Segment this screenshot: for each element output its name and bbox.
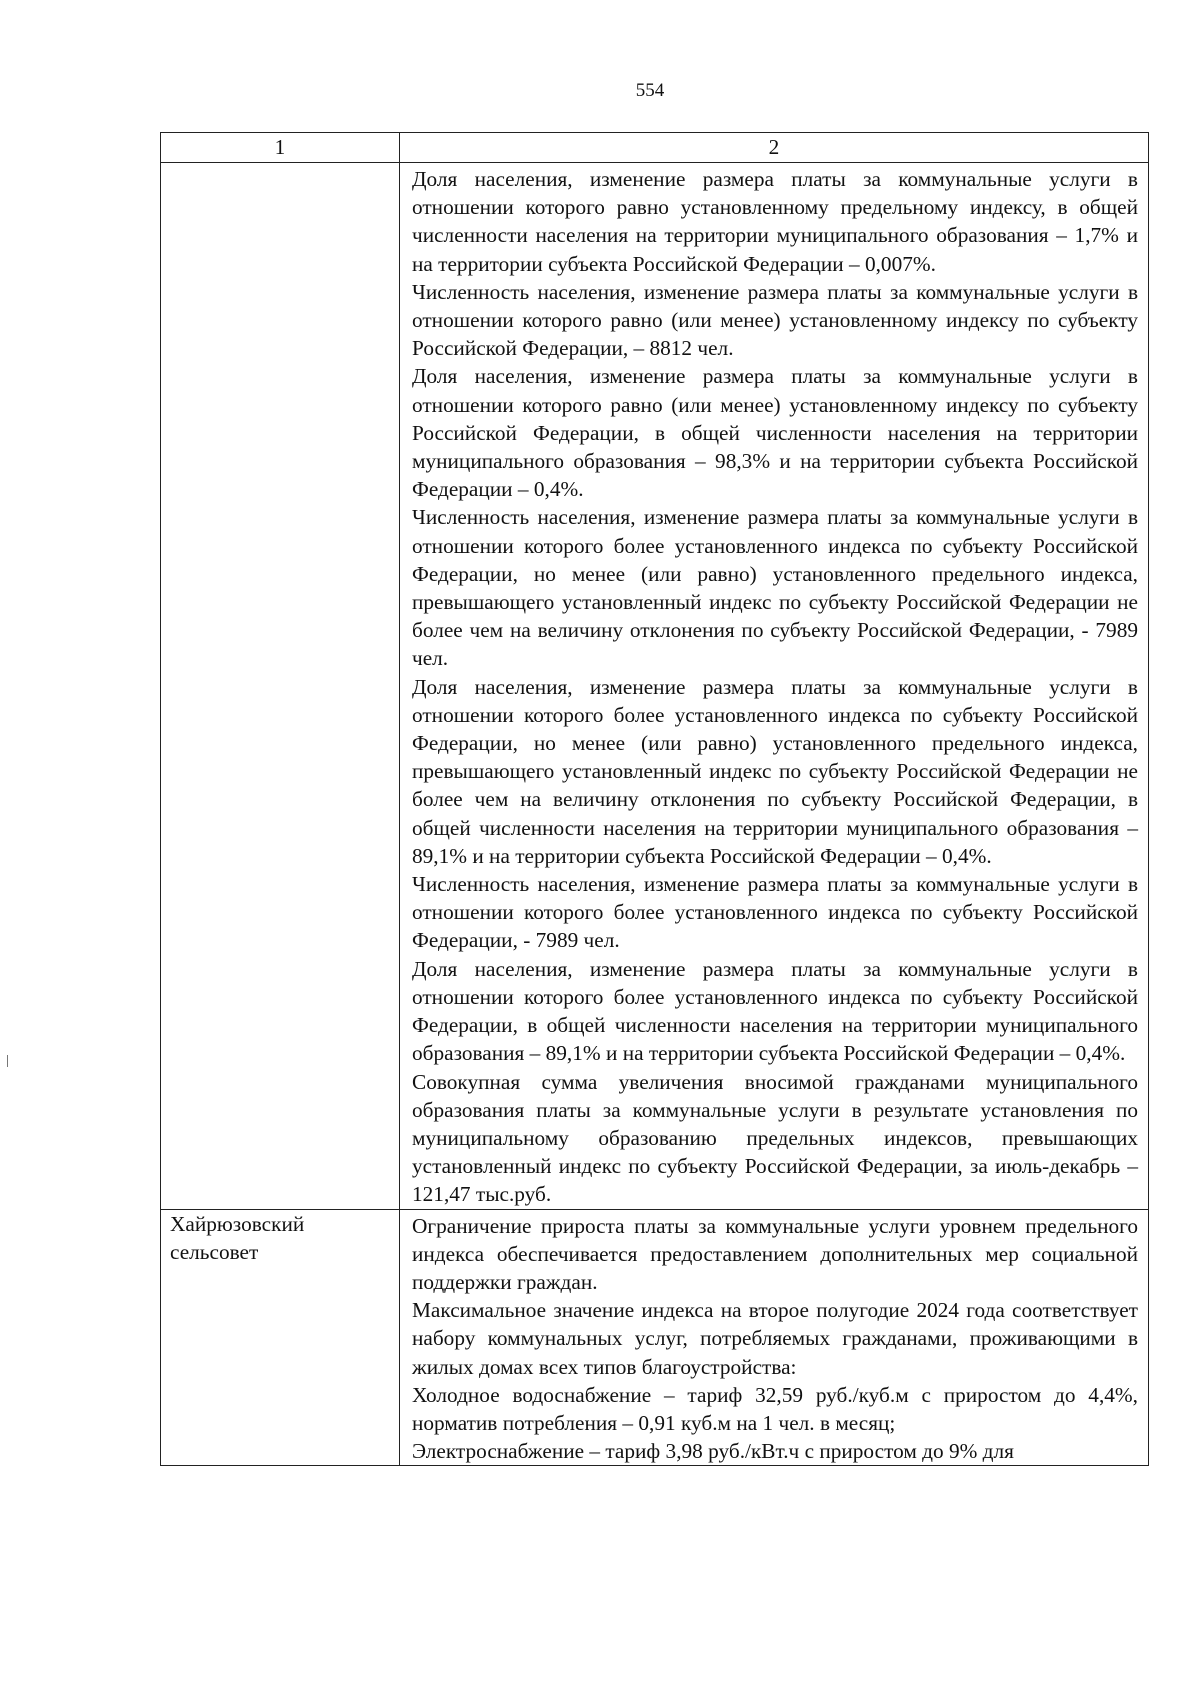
paragraph: Доля населения, изменение размера платы за коммунальные услуги в отношении которого более установленного индекса по субъекту Российской Федерации, в общей численности населения на территории муниципального образования – 89,1% и на территории субъекта Российской Федерации – 0,4%.: [412, 956, 1138, 1066]
column-header-2: 2: [400, 133, 1149, 163]
description-cell: [400, 1209, 1149, 1466]
column-header-1: 1: [161, 133, 400, 163]
description-cell: [400, 163, 1149, 1210]
paragraph: Численность населения, изменение размера платы за коммунальные услуги в отношении которого более установленного индекса по субъекту Российской Федерации, - 7989 чел.: [412, 872, 1138, 953]
paragraph: Ограничение прироста платы за коммунальные услуги уровнем предельного индекса обеспечивается предоставлением дополнительных мер социальной поддержки граждан.: [412, 1213, 1138, 1294]
paragraph: Доля населения, изменение размера платы за коммунальные услуги в отношении которого равно установленному предельному индексу, в общей численности населения на территории муниципального образования – 1,7% и на территории субъекта Российской Федерации – 0,007%.: [412, 167, 1138, 276]
table-row: [161, 1209, 1149, 1466]
document-table: [160, 132, 1149, 1466]
paragraph: Максимальное значение индекса на второе полугодие 2024 года соответствует набору коммунальных услуг, потребляемых гражданами, проживающими в жилых домах всех типов благоустройства:: [412, 1298, 1138, 1379]
paragraph: Доля населения, изменение размера платы за коммунальные услуги в отношении которого равно (или менее) установленному индексу по субъекту Российской Федерации, в общей численности населения на территории муниципального образования – 98,3% и на территории субъекта Российской Федерации – 0,4%.: [412, 364, 1138, 502]
scan-mark: [7, 1055, 8, 1067]
table-row: [161, 163, 1149, 1210]
page-number: 554: [635, 80, 665, 101]
paragraph: Численность населения, изменение размера платы за коммунальные услуги в отношении которого равно (или менее) установленному индексу по субъекту Российской Федерации, – 8812 чел.: [412, 279, 1138, 361]
paragraph: Численность населения, изменение размера платы за коммунальные услуги в отношении которого более установленного индекса по субъекту Российской Федерации, но менее (или равно) установленного предельного индекса, превышающего установленный индекс по субъекту Российской Федерации не более чем на величину отклонения по субъекту Российской Федерации, - 7989 чел.: [412, 505, 1138, 671]
paragraph: Холодное водоснабжение – тариф 32,59 руб./куб.м с приростом до 4,4%, норматив потребления – 0,91 куб.м на 1 чел. в месяц;: [412, 1382, 1138, 1435]
region-cell: Хайрюзовский сельсовет: [161, 1209, 400, 1466]
paragraph: Доля населения, изменение размера платы за коммунальные услуги в отношении которого более установленного индекса по субъекту Российской Федерации, но менее (или равно) установленного предельного индекса, превышающего установленный индекс по субъекту Российской Федерации не более чем на величину отклонения по субъекту Российской Федерации, в общей численности населения на территории муниципального образования – 89,1% и на территории субъекта Российской Федерации – 0,4%.: [412, 674, 1138, 868]
region-cell: [161, 163, 400, 1210]
paragraph: Совокупная сумма увеличения вносимой гражданами муниципального образования платы за коммунальные услуги в результате установления по муниципальному образованию предельных индексов, превышающих установленный индекс по субъекту Российской Федерации, за июль-декабрь – 121,47 тыс.руб.: [412, 1069, 1138, 1207]
paragraph: Электроснабжение – тариф 3,98 руб./кВт.ч с приростом до 9% для: [412, 1439, 1014, 1464]
table-header-row: [161, 133, 1149, 163]
